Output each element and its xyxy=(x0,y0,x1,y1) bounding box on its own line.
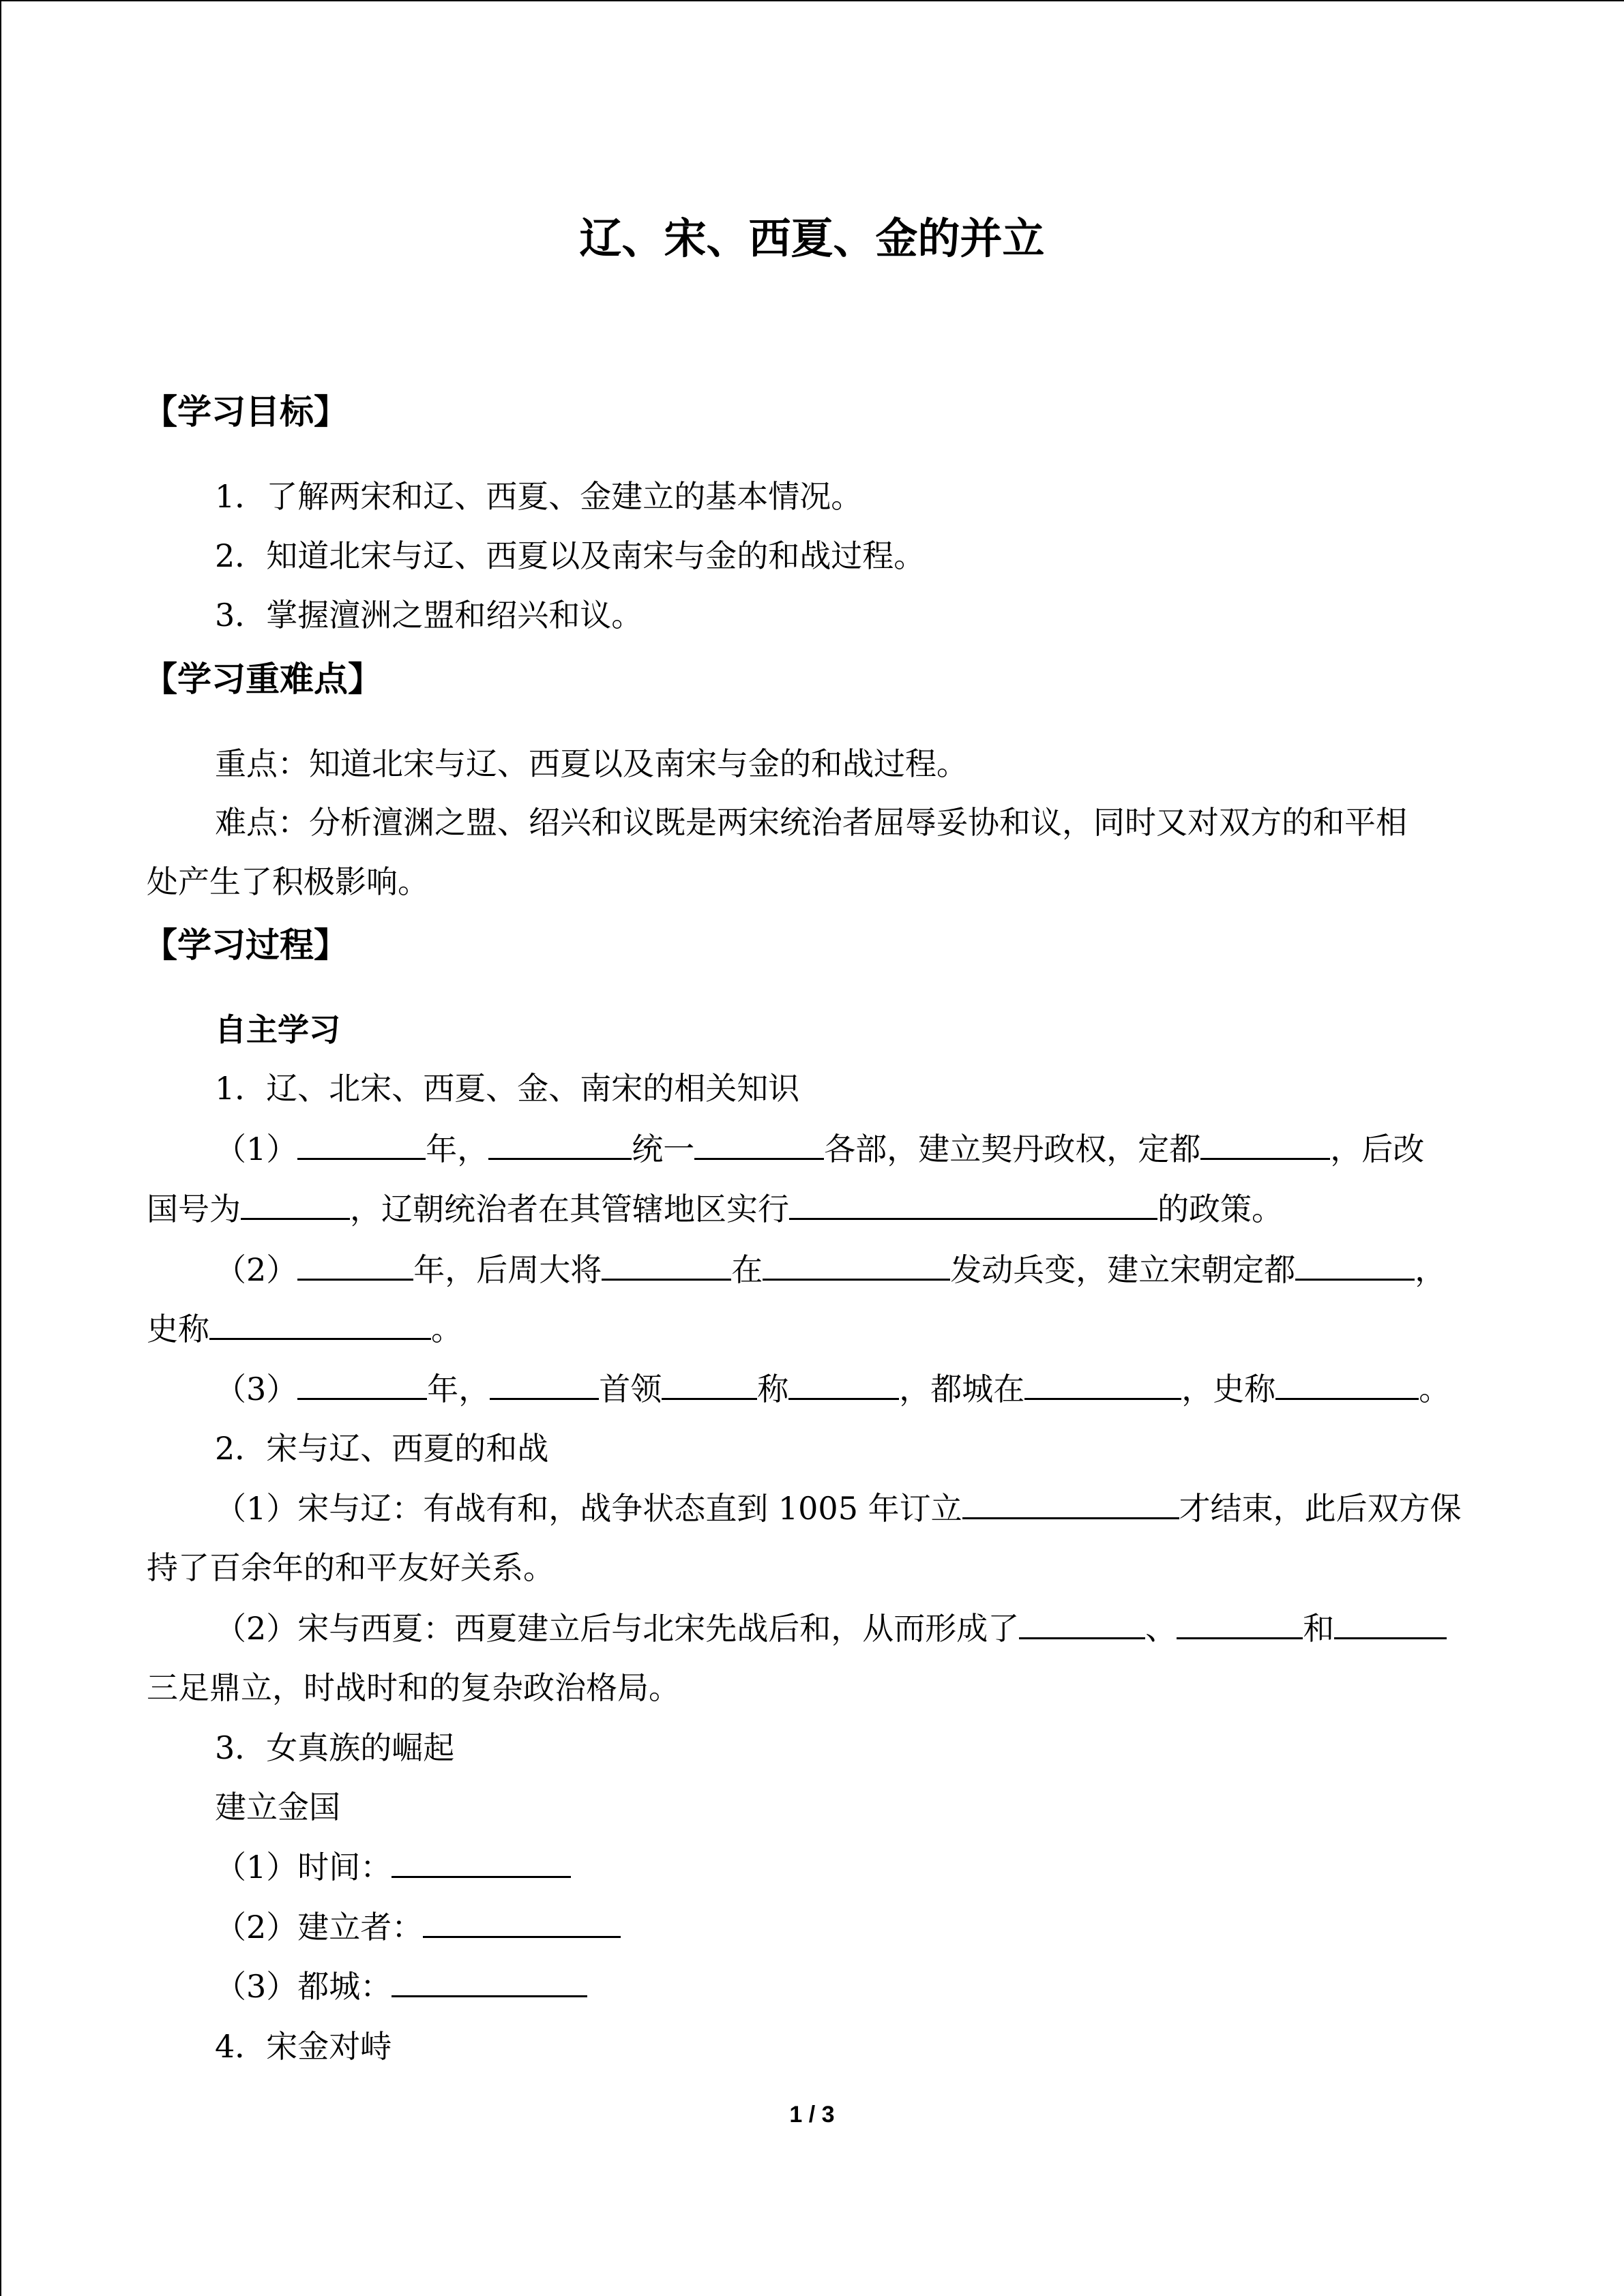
blank-year[interactable] xyxy=(297,1251,413,1281)
question-3-founder: （2）建立者： xyxy=(215,1907,621,1948)
question-4-title: 4．宋金对峙 xyxy=(215,2028,392,2065)
objectives-heading: 【学习目标】 xyxy=(143,391,348,432)
blank-general[interactable] xyxy=(602,1251,731,1281)
question-3-time: （1）时间： xyxy=(215,1847,571,1888)
blank-policy[interactable] xyxy=(789,1191,1157,1220)
page-number: 1 / 3 xyxy=(789,2102,835,2128)
objective-3: 3．掌握澶洲之盟和绍兴和议。 xyxy=(215,597,643,633)
question-2-1-line1: （1）宋与辽：有战有和，战争状态直到 1005 年订立 才结束，此后双方保 xyxy=(215,1490,1462,1527)
question-1-2-line1: （2） 年，后周大将 在 发动兵变，建立宋朝定都 ， xyxy=(215,1251,1447,1288)
blank-historical-name[interactable] xyxy=(1275,1371,1419,1400)
question-1-3: （3） 年， 首领 称 ，都城在 ，史称 。 xyxy=(215,1371,1451,1407)
objective-1: 1．了解两宋和辽、西夏、金建立的基本情况。 xyxy=(215,478,863,515)
question-3-capital: （3）都城： xyxy=(215,1966,587,2007)
question-3-subtitle: 建立金国 xyxy=(215,1789,340,1825)
blank-power-3[interactable] xyxy=(1334,1610,1447,1639)
blank-capital[interactable] xyxy=(1024,1371,1181,1400)
blank-founder[interactable] xyxy=(488,1131,632,1160)
blank-tribe[interactable] xyxy=(694,1131,824,1160)
process-heading: 【学习过程】 xyxy=(143,925,348,965)
question-2-1-line2: 持了百余年的和平友好关系。 xyxy=(147,1549,555,1586)
blank-leader[interactable] xyxy=(662,1371,757,1400)
question-1-2-line2: 史称 。 xyxy=(147,1311,462,1347)
question-1-title: 1．辽、北宋、西夏、金、南宋的相关知识 xyxy=(215,1070,800,1107)
blank-power-2[interactable] xyxy=(1177,1610,1303,1639)
difficulty-text-line2: 处产生了积极影响。 xyxy=(147,863,429,900)
question-2-2-line2: 三足鼎立，时战时和的复杂政治格局。 xyxy=(147,1669,680,1706)
difficulty-text-line1: 难点：分析澶渊之盟、绍兴和议既是两宋统治者屈辱妥协和议，同时又对双方的和平相 xyxy=(215,804,1407,841)
blank-capital[interactable] xyxy=(1200,1131,1330,1160)
key-point-text: 重点：知道北宋与辽、西夏以及南宋与金的和战过程。 xyxy=(215,745,968,782)
blank-new-name[interactable] xyxy=(241,1191,350,1220)
question-2-2-line1: （2）宋与西夏：西夏建立后与北宋先战后和，从而形成了 、 和 xyxy=(215,1608,1447,1649)
blank-capital[interactable] xyxy=(392,1968,587,1997)
question-2-title: 2．宋与辽、西夏的和战 xyxy=(215,1430,549,1467)
blank-tribe[interactable] xyxy=(490,1371,599,1400)
self-study-heading: 自主学习 xyxy=(215,1011,340,1048)
blank-power-1[interactable] xyxy=(1019,1610,1145,1639)
blank-time[interactable] xyxy=(392,1849,571,1878)
blank-place[interactable] xyxy=(763,1251,950,1281)
question-1-1-line1: （1） 年， 统一 各部，建立契丹政权，定都 ，后改 xyxy=(215,1131,1425,1167)
blank-year[interactable] xyxy=(297,1371,427,1400)
question-3-title: 3．女真族的崛起 xyxy=(215,1729,455,1766)
difficulty-heading: 【学习重难点】 xyxy=(143,659,382,699)
objective-2: 2．知道北宋与辽、西夏以及南宋与金的和战过程。 xyxy=(215,537,926,574)
blank-capital[interactable] xyxy=(1295,1251,1415,1281)
blank-founder[interactable] xyxy=(423,1909,621,1938)
blank-treaty[interactable] xyxy=(962,1490,1179,1519)
blank-historical-name[interactable] xyxy=(209,1311,431,1340)
blank-title[interactable] xyxy=(788,1371,899,1400)
page-title: 辽、宋、西夏、金的并立 xyxy=(579,213,1045,263)
question-1-1-line2: 国号为 ，辽朝统治者在其管辖地区实行 的政策。 xyxy=(147,1191,1283,1227)
blank-year[interactable] xyxy=(297,1131,426,1160)
